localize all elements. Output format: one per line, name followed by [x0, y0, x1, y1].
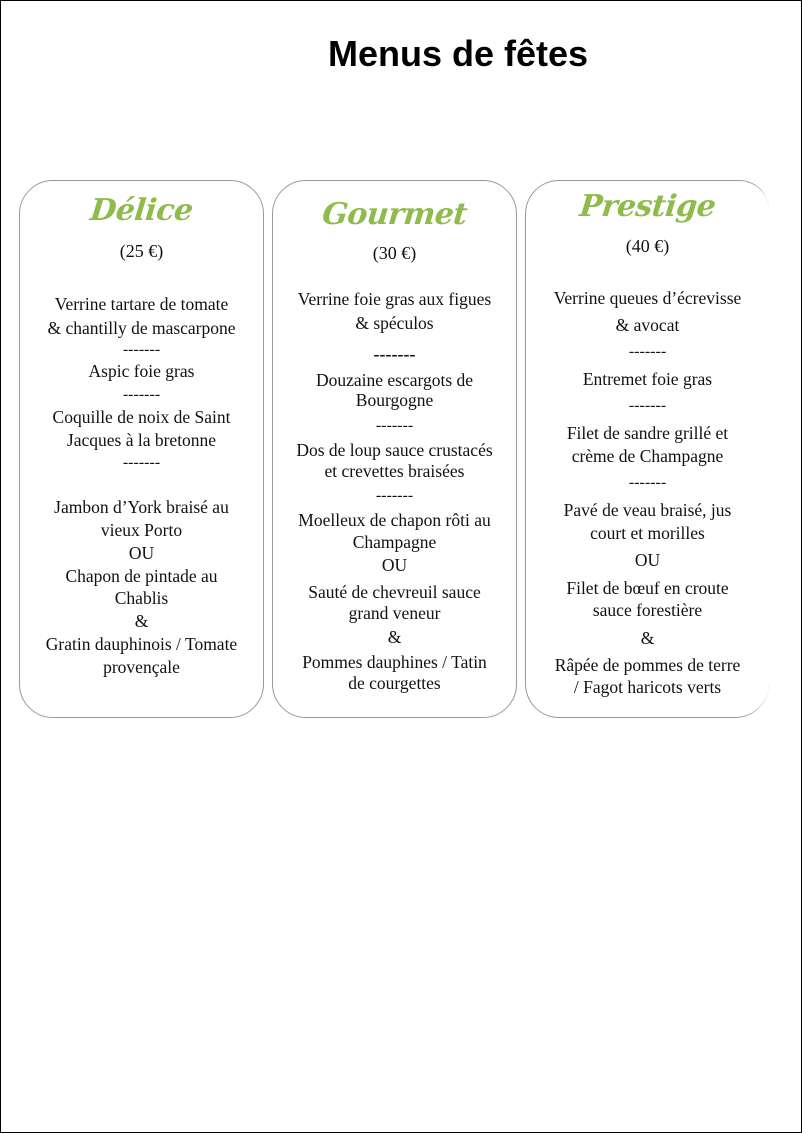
menu-line: & spéculos [355, 313, 434, 333]
menu-and: & [387, 627, 402, 647]
menu-and: & [640, 628, 655, 648]
menu-line: Jambon d’York braisé au [54, 497, 229, 517]
menu-card-prestige [525, 180, 769, 718]
menu-or: OU [128, 543, 155, 563]
menu-line: Pavé de veau braisé, jus [563, 500, 732, 520]
menu-line: Filet de bœuf en croute [566, 578, 729, 598]
menu-line: Coquille de noix de Saint [52, 407, 231, 427]
menu-line: sauce forestière [592, 600, 703, 620]
menu-line: Pommes dauphines / Tatin [302, 652, 487, 672]
menu-or: OU [634, 550, 661, 570]
menu-name: Gourmet [320, 197, 469, 232]
menu-separator: ------- [122, 341, 161, 358]
menu-line: Sauté de chevreuil sauce [308, 582, 481, 602]
menu-line: provençale [103, 657, 180, 677]
menu-line: Chablis [114, 588, 169, 608]
menu-line: crème de Champagne [571, 446, 724, 466]
menu-line: Moelleux de chapon rôti au [298, 510, 491, 530]
menu-and: & [134, 611, 149, 631]
menu-line: grand veneur [348, 603, 441, 623]
menu-line: / Fagot haricots verts [573, 677, 722, 697]
menu-name: Prestige [577, 189, 718, 224]
page-title: Menus de fêtes [327, 33, 589, 74]
menu-line: Dos de loup sauce crustacés [296, 440, 493, 460]
menu-card-gourmet [272, 180, 517, 718]
menu-line: Verrine queues d’écrevisse [553, 288, 742, 308]
menu-line: Entremet foie gras [582, 369, 713, 389]
menu-separator: ------- [628, 343, 667, 360]
menu-line: de courgettes [348, 673, 441, 693]
menu-separator: ------- [375, 417, 414, 434]
menu-line: vieux Porto [100, 520, 183, 540]
menu-line: Filet de sandre grillé et [566, 423, 729, 443]
menu-separator: ------- [628, 397, 667, 414]
menu-separator: ------- [122, 454, 161, 471]
menu-or: OU [381, 555, 408, 575]
menu-line: Verrine foie gras aux figues [297, 289, 492, 309]
menu-separator: ------- [122, 386, 161, 403]
menu-card-delice [19, 180, 264, 718]
menu-line: Chapon de pintade au [65, 566, 218, 586]
menu-price: (25 €) [119, 241, 164, 261]
menu-line: Bourgogne [355, 390, 434, 410]
menu-price: (40 €) [625, 236, 670, 256]
menu-line: & avocat [615, 315, 680, 335]
menu-line: et crevettes braisées [324, 461, 465, 481]
menu-line: Douzaine escargots de [315, 370, 474, 390]
menu-separator: ------- [628, 474, 667, 491]
menu-separator: ------- [373, 344, 416, 364]
menu-line: Jacques à la bretonne [66, 430, 217, 450]
menu-line: court et morilles [590, 523, 705, 543]
menu-line: Gratin dauphinois / Tomate [45, 634, 238, 654]
menu-name: Délice [88, 193, 195, 228]
menu-separator: ------- [375, 487, 414, 504]
menu-price: (30 €) [372, 243, 417, 263]
menu-line: Râpée de pommes de terre [554, 655, 741, 675]
menu-line: Verrine tartare de tomate [54, 294, 229, 314]
menu-line: Champagne [352, 532, 437, 552]
menu-line: Aspic foie gras [88, 361, 195, 381]
menu-line: & chantilly de mascarpone [47, 318, 236, 338]
